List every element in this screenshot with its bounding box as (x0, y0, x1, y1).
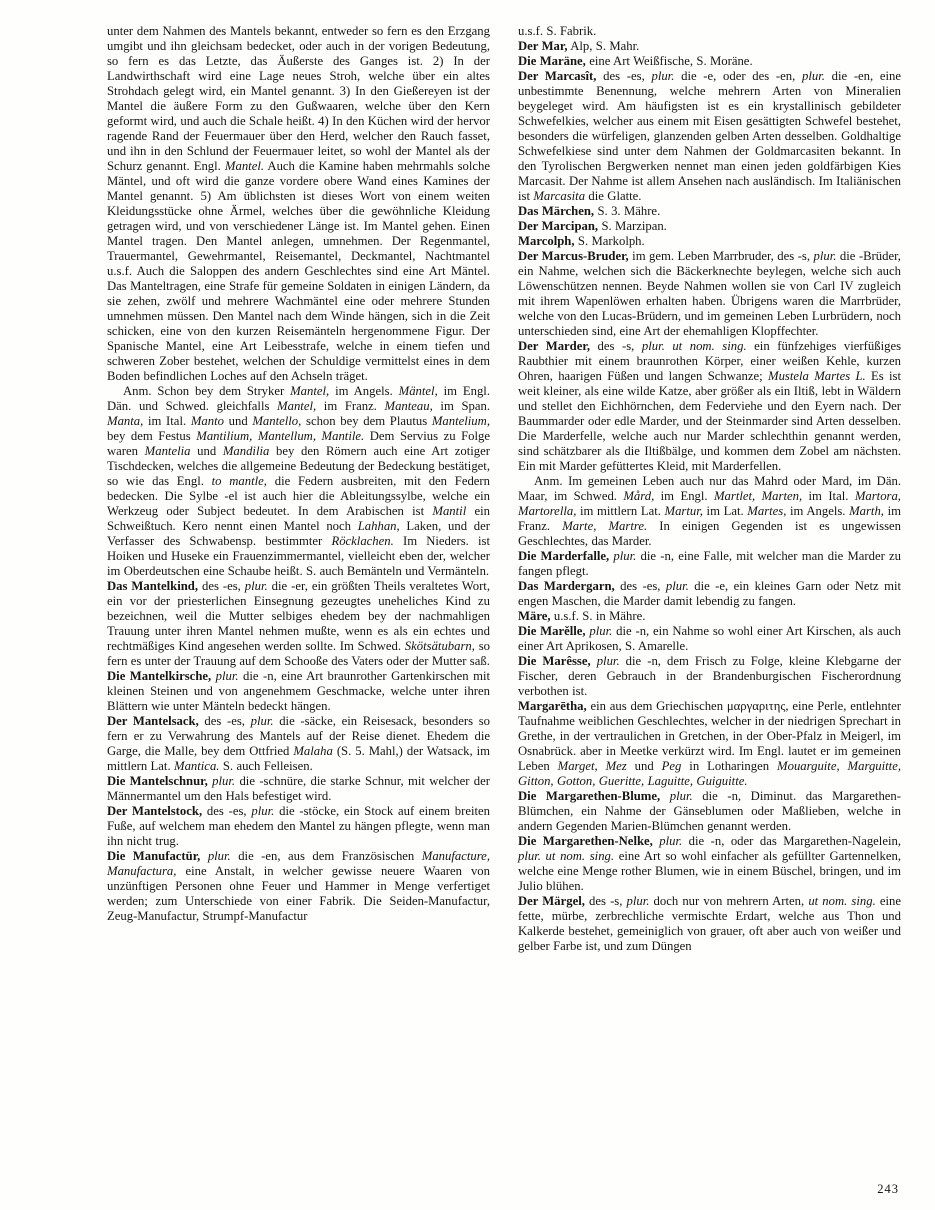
entry-marcus-bruder (518, 249, 901, 339)
headword: Die Mantelkirsche, (107, 669, 212, 683)
text-run: die -n, Diminut. das Margarethen-Blümchen, ein Nahme der Gänseblumen oder Maßlieben, welche in andern Gegenden Marien-Blümchen genannt werden. (518, 789, 901, 833)
text-run: im gem. Leben Marrbruder, des -s, (628, 249, 814, 263)
entry-marder (518, 339, 901, 474)
entry-margaretha (518, 699, 901, 789)
entry-mantelsack (107, 714, 490, 774)
headword: Die Mantelschnur, (107, 774, 208, 788)
text-run: Röcklachen. (331, 534, 394, 548)
text-run: und (190, 444, 223, 458)
text-run: Anm. Schon bey dem Stryker (123, 384, 291, 398)
text-run: ein fünfzehiges vierfüßiges Raubthier mit einem braunrothen Körper, einer weißen Kehle, kurzen Ohren, haarigen Füßen und langen Schwanze; (518, 339, 902, 383)
text-run: des -es, (614, 579, 666, 593)
text-run: Peg (661, 759, 682, 773)
text-run: S. Marzipan. (598, 219, 667, 233)
text-run: plur. ut nom. sing. (641, 339, 747, 353)
headword: Das Mardergarn, (518, 579, 615, 593)
text-run: Mantelia (144, 444, 191, 458)
text-run: plur. (251, 804, 275, 818)
headword: Die Marělle, (518, 624, 586, 638)
text-run: plur. (801, 69, 825, 83)
text-run: die -n, oder das Margarethen-Nagelein, (682, 834, 901, 848)
text-run: Dem Servius zu Folge waren (107, 429, 490, 458)
text-run: Mantel. (224, 159, 265, 173)
text-run: plur. (813, 249, 837, 263)
text-run: und (223, 414, 253, 428)
text-run: im Engl. Dän. und Schwed. gleichfalls (107, 384, 491, 413)
headword: Der Marder, (518, 339, 591, 353)
headword: Der Mar, (518, 39, 568, 53)
headword: Der Marcus-Bruder, (518, 249, 629, 263)
text-run: Manto (190, 414, 224, 428)
entry-mantelstock (107, 804, 490, 849)
headword: Das Märchen, (518, 204, 595, 218)
text-run: Manta, (107, 414, 144, 428)
text-run: ein aus dem Griechischen μαργαριτης, eine Perle, entlehnter Taufnahme weiblichen Geschlechtes, welcher in der niedrigen Sprechart in Grethe, in der vertraulichen in Gretchen, in der Ober-Pfalz in Meigerl, im Osnabrück. aber in Meetke verkürzt wird. Im Engl. lautet er im gemeinen Leben (518, 699, 901, 773)
text-run: Marcasita (533, 189, 586, 203)
text-run: Alp, S. Mahr. (567, 39, 640, 53)
text-run: plur. (596, 654, 620, 668)
headword: Die Maräne, (518, 54, 586, 68)
text-run: Laken, und der Verfasser des Schwabensp. bestimmter (107, 519, 490, 548)
headword: Die Margarethen-Nelke, (518, 834, 653, 848)
entry-marcolph (518, 234, 901, 249)
text-run: Malaha (293, 744, 333, 758)
text-run: im Franz. (316, 399, 385, 413)
entry-continuation-mantel (107, 24, 490, 384)
entry-marcipan (518, 219, 901, 234)
entry-mantelschnur (107, 774, 490, 804)
text-run: des -s, (584, 894, 627, 908)
text-run: Manteau, (384, 399, 433, 413)
text-run: die -e, oder des -en, (674, 69, 802, 83)
text-run: Mantello, (252, 414, 302, 428)
text-run: die -n, eine Falle, mit welcher man die Marder zu fangen pflegt. (518, 549, 901, 578)
text-run: Mård, (623, 489, 655, 503)
text-run (200, 849, 207, 863)
text-run: Mantel, (277, 399, 317, 413)
entry-marcasit (518, 69, 901, 204)
text-run: plur. (651, 69, 675, 83)
headword: Der Mantelstock, (107, 804, 203, 818)
text-run: die -e, ein kleines Garn oder Netz mit engen Maschen, die Marder damit lebendig zu fangen. (518, 579, 902, 608)
text-run: Auch die Kamine haben mehrmahls solche Mäntel, und oft wird die ganze vordere obere Wand eines Kamines der Mantel genannt. 5) Am üblichsten ist dieses Wort von einem weiten Kleidungsstücke ohne Ärmel, welches über die gewöhnliche Kleidung getragen wird, und von verschiedener Länge ist. Im Mantel gehen. Einen Mantel tragen. Den Mantel anlegen, umnehmen. Der Regenmantel, Trauermantel, Gewehrmantel, Reisemantel, Deckmantel, Nachtmantel u.s.f. Auch die Saloppen des andern Geschlechtes sind eine Art Mäntel. Das Manteltragen, eine Strafe für gemeine Soldaten in einigen Ländern, da sie zehen, zwölf und mehrere Wachmäntel eine oder mehrere Stunden umnehmen müssen. Den Mantel nach dem Winde hängen, sich in die Zeit schicken, eine von den kurzen Reisemänteln hergenommene Figur. Der Spanische Mantel, eine Art Leibesstrafe, welche in einem tiefen und schweren Zober bestehet, welchen der Schuldige vermittelst eines in dem Boden befindlichen Loches auf den Achseln träget. (107, 159, 490, 383)
text-run (660, 789, 670, 803)
entry-margarethen-nelke (518, 834, 901, 894)
text-run: Marth, (849, 504, 884, 518)
text-run: im Ital. (143, 414, 191, 428)
headword: Der Marcasît, (518, 69, 597, 83)
text-run: plur. (659, 834, 683, 848)
headword: Das Mantelkind, (107, 579, 199, 593)
text-run: bey den Römern auch eine Art zotiger Tischdecken, welches die allgemeine Bedeutung der Bedeckung bestätiget, so wie das Engl. (107, 444, 490, 488)
entry-mar (518, 39, 901, 54)
headword: Der Märgel, (518, 894, 585, 908)
text-run: eine fette, mürbe, zerbrechliche vermischte Erdart, welche aus Thon und Kalkerde bestehet, gemeiniglich von grauer, oft aber auch von weißer und gelber Farbe ist, und zum Düngen (518, 894, 901, 953)
text-run: und (626, 759, 662, 773)
entry-marelle (518, 624, 901, 654)
text-run: im Lat. (702, 504, 748, 518)
text-run: plur. (669, 789, 693, 803)
entry-mantelkirsche (107, 669, 490, 714)
text-run: die Glatte. (585, 189, 642, 203)
text-run: so fern es unter der Trauung auf dem Schooße des Vaters oder der Mutter saß. (107, 639, 491, 668)
text-run: Mäntel, (398, 384, 438, 398)
entry-margarethen-blume (518, 789, 901, 834)
headword: Die Manufactür, (107, 849, 201, 863)
entry-maraene (518, 54, 901, 69)
text-run: plur. ut nom. sing. (518, 849, 615, 863)
text-run: die Federn ausbreiten, mit den Federn bedecken. Die Sylbe -el ist auch hier die Ableitungssylbe, welche ein Werkzeug oder Subject bedeutet. In dem Arabischen ist (107, 474, 490, 518)
text-run: Skötsätubarn, (404, 639, 475, 653)
text-run: plur. (589, 624, 613, 638)
anm-mantel (107, 384, 490, 579)
text-run: bey dem Festus (107, 429, 197, 443)
text-run: die -n, ein Nahme so wohl einer Art Kirschen, als auch einer Art Aprikosen, S. Amarelle. (518, 624, 901, 653)
entry-maere (518, 609, 901, 624)
headword: Die Margarethen-Blume, (518, 789, 661, 803)
headword: Märe, (518, 609, 551, 623)
text-run: Im Nieders. ist Hoiken und Huseke ein Frauenzimmermantel, vielleicht eben der, welcher im Oberdeutschen eine Schaube heißt. S. auch Bemänteln und Vermänteln. (107, 534, 491, 578)
text-run: des -es, (596, 69, 652, 83)
text-run: (S. 5. Mahl,) der Watsack, im mittlern Lat. (107, 744, 491, 773)
entry-maerchen (518, 204, 901, 219)
text-run: doch nur von mehrern Arten, (649, 894, 809, 908)
text-run: Mantica. (174, 759, 220, 773)
entry-maergel (518, 894, 901, 954)
text-run: S. 3. Mähre. (594, 204, 661, 218)
text-run: Mantil (432, 504, 467, 518)
text-run: die -Brüder, ein Nahme, welchen sich die Bäckerknechte beylegen, welche sich auch Löwenschützen nennen. Beyde Nahmen wollen sie von Carl IV zugleich mit ihrem Wapenlöwen erhalten haben. Übrigens waren die Marrbrüder, welche von den Lucas-Brüdern, und im gemeinen Leben Lurbrüdern, noch unterschieden sind, eine Art der ehemahligen Klopffechter. (518, 249, 901, 338)
text-run: die -n, eine Art braunrother Gartenkirschen mit kleinen Steinen und von angenehmem Geschmacke, welche unter ihren Blättern wie unter Mänteln bedeckt hängen. (107, 669, 490, 713)
text-run: die -er, ein größten Theils veraltetes Wort, ein vor der priesterlichen Einsegnung gezeugtes uneheliches Kind zu bezeichnen, weil die Mutter selbiges ehedem bey der nachmahligen Trauung unter ihren Mantel nehmen mußte, wenn es als ein echtes und rechtmäßiges Kind angesehen werden sollte. Im Schwed. (107, 579, 490, 653)
text-run: die -en, eine unbestimmte Benennung, welche mehrern Arten von Mineralien beygeleget wird. Am häufigsten ist es ein krystallinisch gebildeter Schwefelkies, welcher aus einem mit Eisen gesättigten Schwefel bestehet, besonders die würfeligen, glanzenden gelben Arten desselben. Goldhaltige Schwefelkiese sind unter dem Nahmen der Goldmarcasiten bekannt. In den Tyrolischen Bergwerken nennet man einen jeden goldfärbigen Kies Marcasit. Der Nahme ist allem Ansehen nach ausländisch. Im Italiänischen ist (518, 69, 902, 203)
text-run: plur. (626, 894, 650, 908)
left-column (107, 24, 490, 954)
headword: Die Marêsse, (518, 654, 591, 668)
headword: Der Marcipan, (518, 219, 599, 233)
text-run: to mantle, (211, 474, 267, 488)
entry-maresse (518, 654, 901, 699)
anm-marder (518, 474, 901, 549)
entry-mantelkind (107, 579, 490, 669)
text-run: im mittlern Lat. (576, 504, 665, 518)
text-run: plur. (212, 774, 236, 788)
text-run: Lahhan, (357, 519, 400, 533)
text-run: Mantilium, Mantellum, Mantile. (196, 429, 365, 443)
right-column (518, 24, 901, 954)
text-run: ut nom. sing. (808, 894, 876, 908)
text-run: Mustela Martes L. (768, 369, 866, 383)
text-run: S. auch Felleisen. (219, 759, 313, 773)
text-run: plur. (250, 714, 274, 728)
text-run: die -n, dem Frisch zu Folge, kleine Klebgarne der Fischer, deren Gebrauch in der Brandenburgischen Fischerordnung verbothen ist. (518, 654, 901, 698)
text-run: des -es, (198, 579, 245, 593)
text-run: Martora, Martorella, (518, 489, 901, 518)
entry-continuation-manufactur (518, 24, 901, 39)
text-run: plur. (665, 579, 689, 593)
text-run: des -es, (198, 714, 251, 728)
text-run: im Angels. (329, 384, 399, 398)
text-run: Manufacture, Manufactura, (107, 849, 490, 878)
text-run: die -en, aus dem Französischen (230, 849, 422, 863)
text-run: schon bey dem Plautus (301, 414, 432, 428)
text-columns (107, 24, 901, 954)
text-run: S. Markolph. (574, 234, 645, 248)
text-run: Martlet, Marten, (713, 489, 803, 503)
headword: Der Mantelsack, (107, 714, 199, 728)
text-run: Mantelium, (431, 414, 490, 428)
text-run: Es ist weit kleiner, als eine wilde Katze, aber größer als ein Iltiß, lebt in Wäldern und stellet den Eichhörnchen, dem Federviehe und den Eyern nach. Der Baummarder oder edle Marder, und der Steinmarder sind Arten desselben. Die Marderfelle, welche auch nur Marder schlechthin genannt werden, sind schätzbarer als die Iltißbälge, und kommen dem Zobel am nächsten. Ein mit Marder gefüttertes Kleid, mit Marderfellen. (518, 369, 901, 473)
entry-manufactur (107, 849, 490, 924)
text-run: im Angels. (786, 504, 850, 518)
text-run: Mandilia (222, 444, 270, 458)
text-run: im Franz. (518, 504, 901, 533)
headword: Marcolph, (518, 234, 575, 248)
text-run: in Lotharingen (681, 759, 778, 773)
text-run: die -schnüre, die starke Schnur, mit welcher der Männermantel um den Hals befestiget wird. (107, 774, 490, 803)
headword: Die Marderfalle, (518, 549, 610, 563)
text-run: plur. (613, 549, 637, 563)
text-run: im Engl. (654, 489, 714, 503)
text-run: unter dem Nahmen des Mantels bekannt, entweder so fern es den Erzgang umgibt und ihn gleichsam bedecket, oder auch in der vorigen Bedeutung, so fern es das Letzte, das Äußerste des Ganges ist. 2) In der Landwirthschaft wird eine Lage neues Stroh, welche über ein altes Strohdach gelegt wird, ein Mantel genannt. 3) In den Gießereyen ist der Mantel die äußere Form zu den Gußwaaren, welche über den Kern geformt wird, und auch die Schale heißt. 4) In den Küchen wird der hervor ragende Rand der Feuermauer über den Herd, welcher den Rauch fasset, und ihn in den Schlund der Feuermauer leitet, so wohl der Mantel als der Schurz genannt. Engl. (107, 24, 490, 173)
text-run: In einigen Gegenden ist es ungewissen Geschlechtes, das Marder. (518, 519, 901, 548)
text-run: plur. (244, 579, 268, 593)
text-run: u.s.f. S. in Mähre. (550, 609, 646, 623)
text-run: des -s, (590, 339, 642, 353)
text-run: plur. (215, 669, 239, 683)
text-run: u.s.f. S. Fabrik. (518, 24, 597, 38)
text-run: Martur, (664, 504, 703, 518)
page-number: 243 (877, 1182, 899, 1196)
text-run: die -säcke, ein Reisesack, besonders so fern er zu Verwahrung des Mantels auf der Reise dienet. Ehedem die Garge, die Malle, bey dem Ottfried (107, 714, 490, 758)
text-run: eine Art Weißfische, S. Moräne. (585, 54, 753, 68)
text-run: Mantel, (290, 384, 330, 398)
entry-mardergarn (518, 579, 901, 609)
text-run: ein Schweißtuch. Kero nennt einen Mantel noch (107, 504, 490, 533)
text-run: eine Art so wohl einfacher als gefüllter Gartennelken, welche eine Menge rother Blumen, wie in einem Büschel, bringen, und im Julio blühen. (518, 849, 901, 893)
text-run: Martes, (747, 504, 787, 518)
text-run: im Span. (432, 399, 490, 413)
text-run: Marget, Mez (557, 759, 627, 773)
text-run: des -es, (202, 804, 252, 818)
headword: Margarētha, (518, 699, 587, 713)
entry-marderfalle (518, 549, 901, 579)
text-run: Anm. Im gemeinen Leben auch nur das Mahrd oder Mard, im Dän. Maar, im Schwed. (518, 474, 901, 503)
text-run: Marte, Martre. (562, 519, 648, 533)
text-run: die -stöcke, ein Stock auf einem breiten Fuße, auf welchem man ehedem den Mantel zu hängen pflegte, wenn man ihn nicht trug. (107, 804, 490, 848)
text-run: im Ital. (802, 489, 855, 503)
text-run: plur. (207, 849, 231, 863)
text-run: eine Anstalt, in welcher gewisse neuere Waaren von unzünftigen Personen ohne Feuer und Hammer in Menge verfertiget werden; zum Unterschiede von einer Fabrik. Die Seiden-Manufactur, Zeug-Manufactur, Strumpf-Manufactur (107, 864, 490, 923)
text-run: Mouarguite, Marguitte, Gitton, Gotton, Gueritte, Laguitte, Guiguitte. (518, 759, 902, 788)
